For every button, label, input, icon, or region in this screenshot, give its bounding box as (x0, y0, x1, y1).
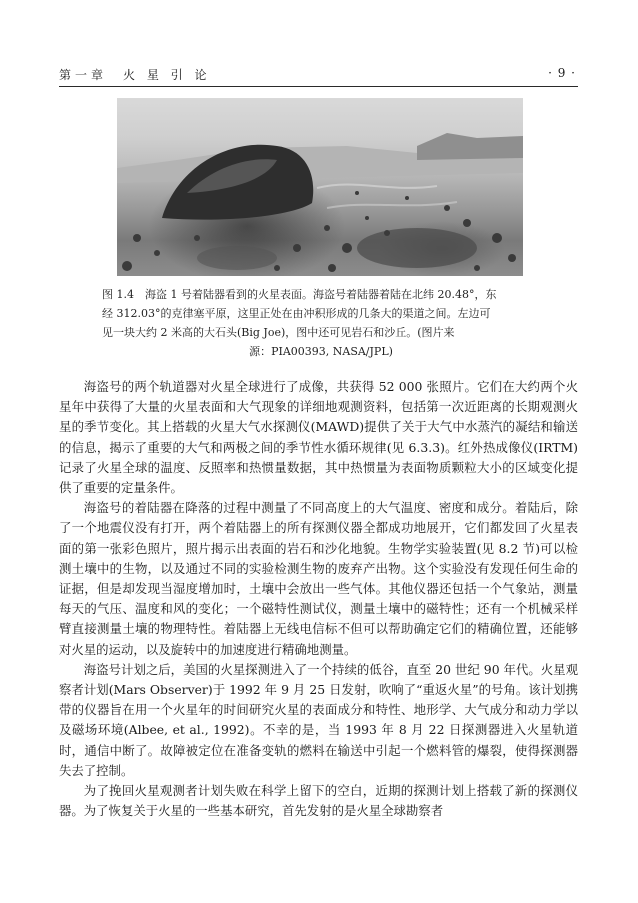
chapter-title: 第一章 火 星 引 论 (59, 68, 211, 82)
page-number: · 9 · (548, 66, 576, 80)
running-header (59, 66, 578, 87)
body-text (59, 377, 578, 821)
caption-line: 图 1.4 海盗 1 号着陆器看到的火星表面。海盗号着陆器着陆在北纬 20.48°，东 (102, 288, 497, 301)
mars-surface-illustration (117, 98, 523, 276)
paragraph: 海盗号计划之后，美国的火星探测进入了一个持续的低谷，直至 20 世纪 90 年代。火星观察者计划(Mars Observer)于 1992 年 9 月 25 日发射，吹响了“重返火星”的号角。该计划携带的仪器旨在用一个火星年的时间研究火星的表面成分和特性、地形学、大气成分和动力学以及磁场环境(Albee, et al., 1992)。不幸的是，当 1993 年 8 月 22 日探测器进入火星轨道时，通信中断了。故障被定位在准备变轨的燃料在输送中引起一个燃料管的爆裂，使得探测器失去了控制。 (59, 661, 578, 778)
distant-hill (417, 133, 523, 160)
sand-dune (317, 184, 437, 188)
sand-dune (327, 202, 457, 208)
mars-surface-photo (117, 98, 523, 276)
rock-cluster (357, 228, 477, 268)
paragraph: 海盗号的两个轨道器对火星全球进行了成像，共获得 52 000 张照片。它们在大约两个火星年中获得了大量的火星表面和大气现象的详细地观测资料，包括第一次近距离的长期观测火星的季节变化。其上搭载的火星大气水探测仪(MAWD)提供了关于大气中水蒸汽的凝结和输送的信息，揭示了重要的大气和两极之间的季节性水循环规律(见 6.3.3)。红外热成像仪(IRTM)记录了火星全球的温度、反照率和热惯量数据，其中热惯量为表面物质颗粒大小的区域变化提供了重要的定量条件。 (59, 379, 578, 496)
caption-line: 见一块大约 2 米高的大石头(Big Joe)，图中还可见岩石和沙丘。(图片来 (102, 326, 455, 339)
rock-cluster (197, 246, 277, 270)
paragraph: 海盗号的着陆器在降落的过程中测量了不同高度上的大气温度、密度和成分。着陆后，除了一个地震仪没有打开，两个着陆器上的所有探测仪器全都成功地展开，它们都发回了火星表面的第一张彩色照片，照片揭示出表面的岩石和沙化地貌。生物学实验装置(见 8.2 节)可以检测土壤中的生物，以及通过不同的实验检测生物的废弃产出物。这个实验没有发现任何生命的证据，但是却发现当湿度增加时，土壤中会放出一些气体。其他仪器还包括一个气象站，测量每天的气压、温度和风的变化；一个磁特性测试仪，测量土壤中的磁特性；还有一个机械采样臂直接测量土壤的物理特性。着陆器上无线电信标不但可以帮助确定它们的精确位置，还能够对火星的运动，以及旋转中的加速度进行精确地测量。 (59, 500, 578, 657)
caption-line: 经 312.03°的克律塞平原，这里正处在由冲积形成的几条大的渠道之间。左边可 (102, 307, 491, 320)
paragraph: 为了挽回火星观测者计划失败在科学上留下的空白，近期的探测计划上搭载了新的探测仪器。为了恢复关于火星的一些基本研究，首先发射的是火星全球勘察者 (59, 783, 578, 819)
figure-caption (102, 285, 540, 361)
caption-source: 源：PIA00393, NASA/JPL) (249, 345, 393, 358)
